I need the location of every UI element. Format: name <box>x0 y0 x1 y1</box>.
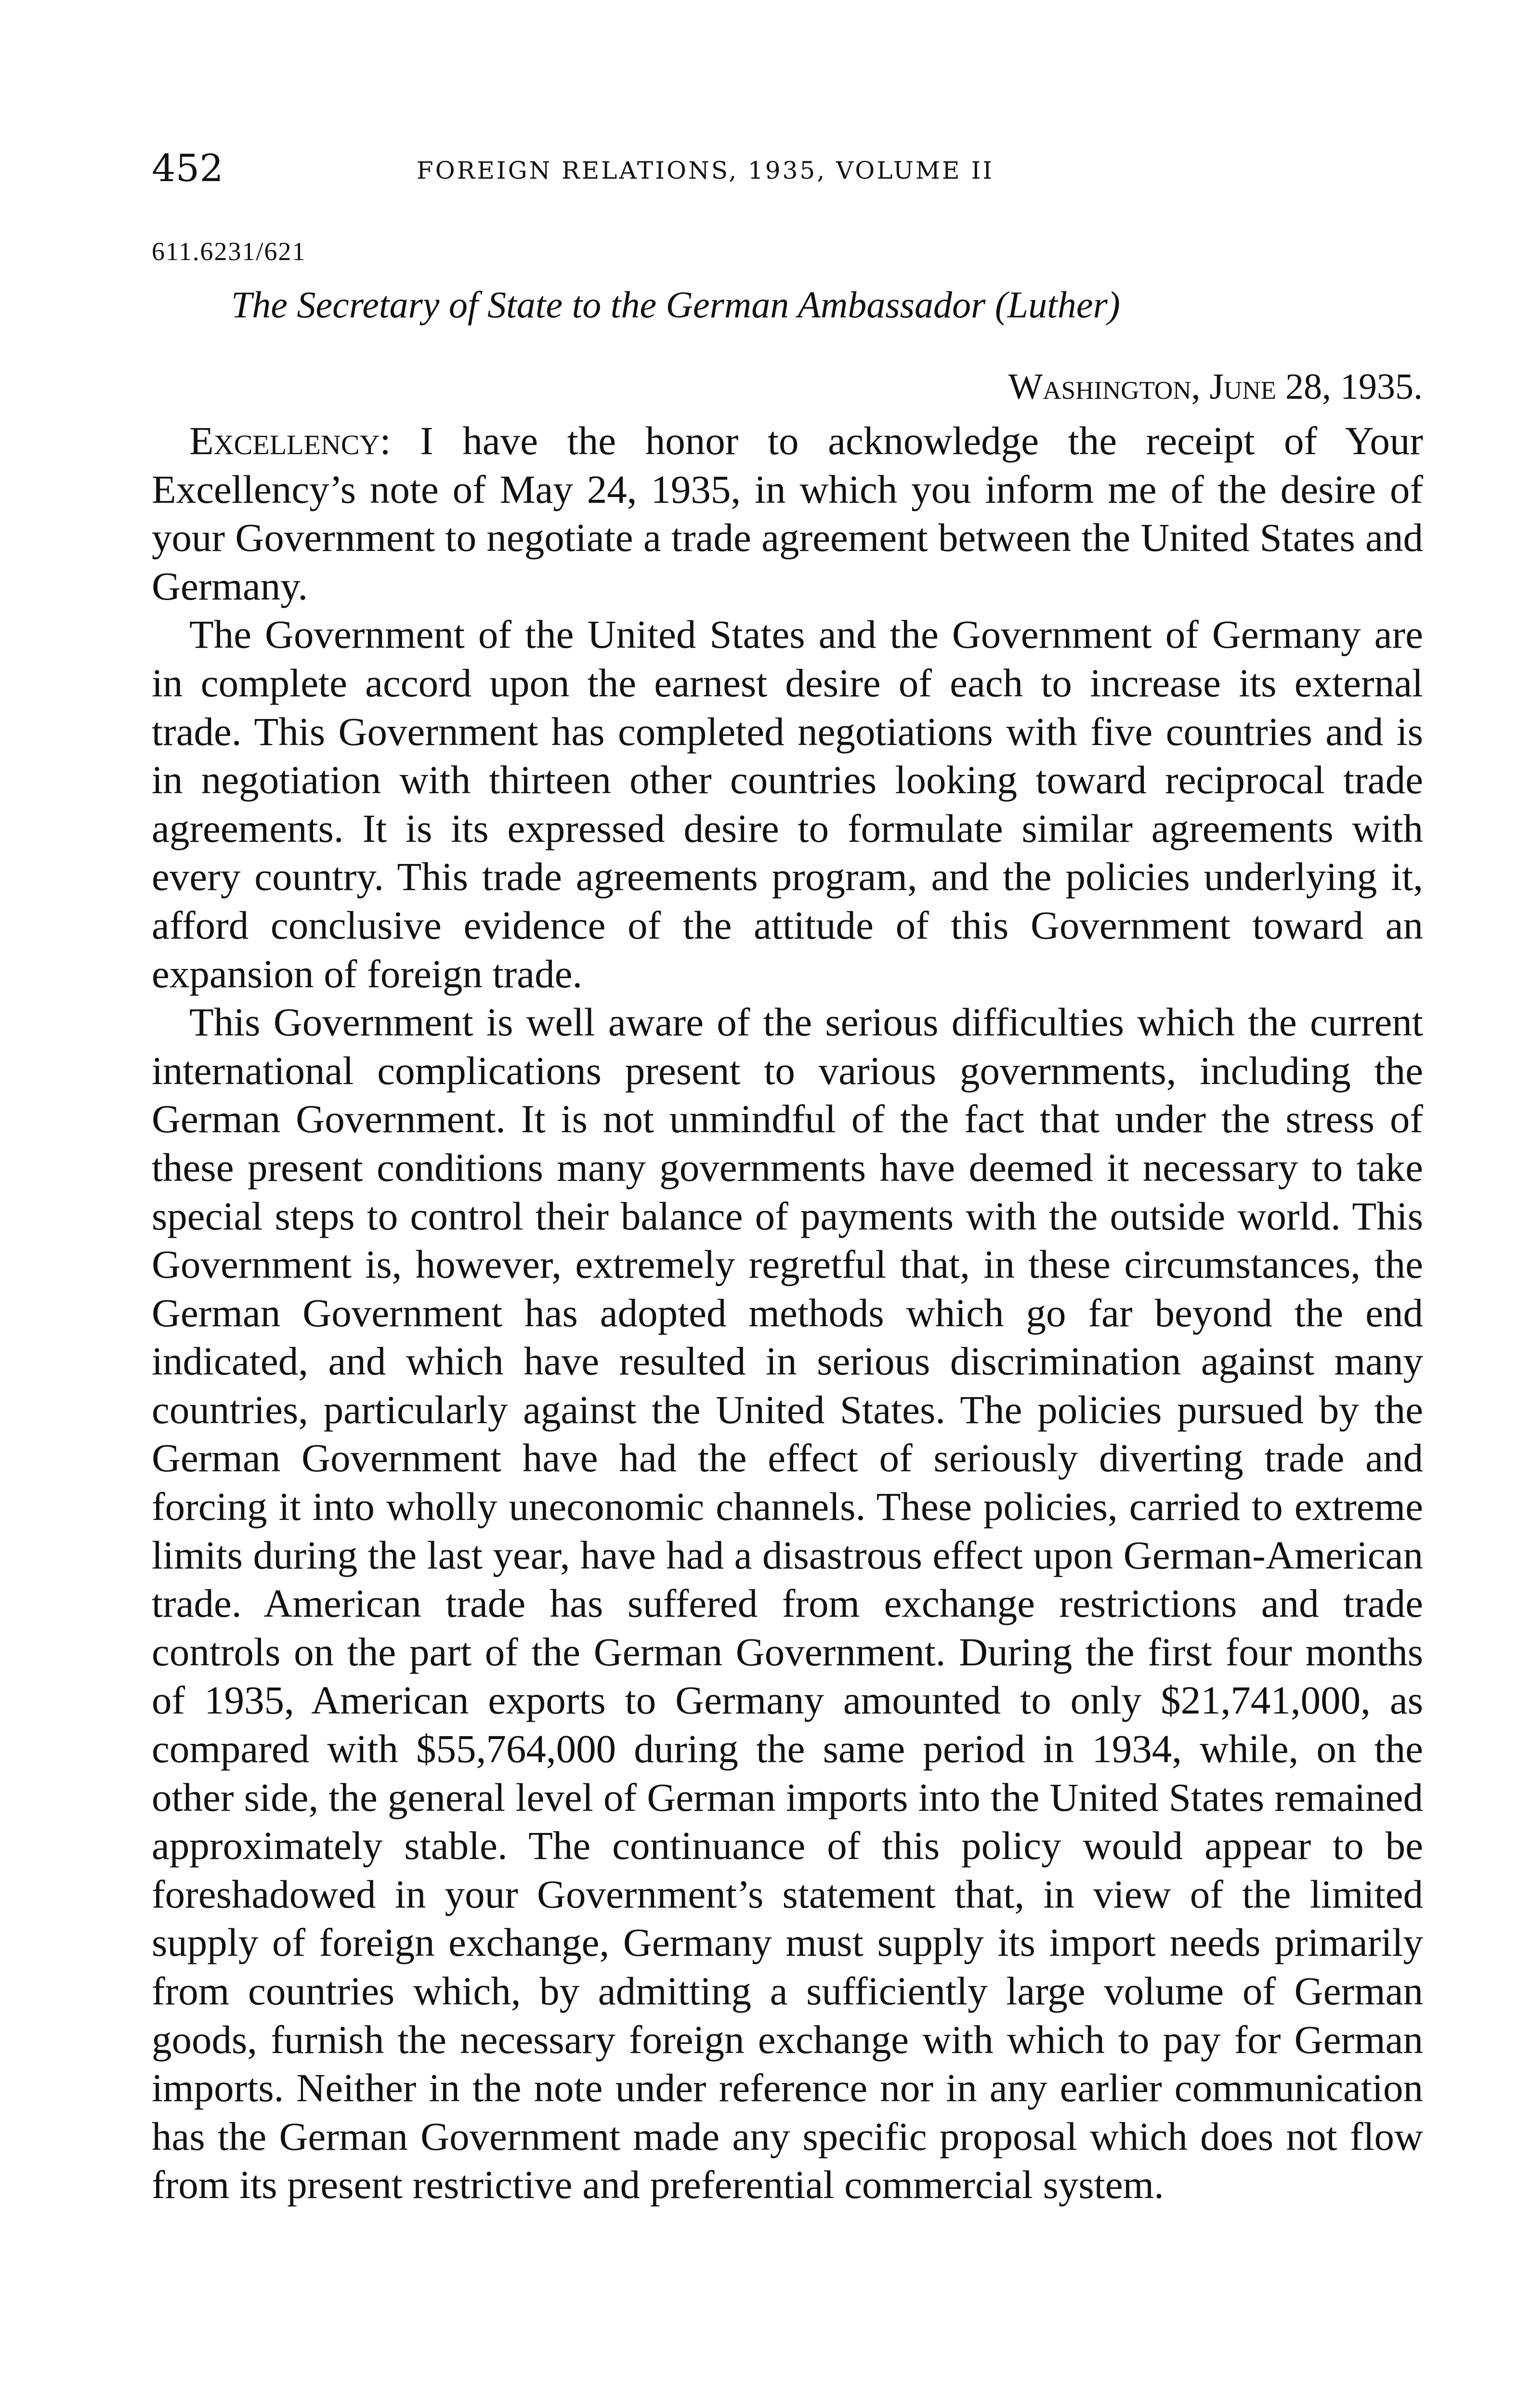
paragraph-1 <box>152 417 1423 610</box>
paragraph-3: This Government is well aware of the serious difficulties which the current international complications present to various governments, including the German Government. It is not unmindful of the fact that under the stress of these present conditions many governments have deemed it necessary to take special steps to control their balance of payments with the outside world. This Government is, however, extremely regretful that, in these circumstances, the German Government has adopted methods which go far beyond the end indicated, and which have resulted in serious discrimination against many countries, particularly against the United States. The policies pursued by the German Government have had the effect of seriously diverting trade and forcing it into wholly uneconomic channels. These policies, carried to extreme limits during the last year, have had a disastrous effect upon German-American trade. American trade has suffered from exchange restrictions and trade controls on the part of the German Government. During the first four months of 1935, American exports to Germany amounted to only $21,741,000, as compared with $55,764,000 during the same period in 1934, while, on the other side, the general level of German imports into the United States remained approximately stable. The continuance of this policy would appear to be foreshadowed in your Government’s statement that, in view of the limited supply of foreign exchange, Germany must supply its import needs primarily from countries which, by admitting a sufficiently large volume of German goods, furnish the necessary foreign exchange with which to pay for German imports. Neither in the note under reference nor in any earlier communication has the German Government made any specific proposal which does not flow from its present restrictive and preferential commercial system. <box>152 1000 1423 2207</box>
letter-body <box>152 417 1423 2209</box>
salutation: Excellency: <box>189 419 391 463</box>
page-number: 452 <box>152 147 223 190</box>
page-header <box>152 147 1308 200</box>
paragraph-1-text: I have the honor to acknowledge the receipt of Your Excellency’s note of May 24, 1935, in which you inform me of the desire of your Government to negotiate a trade agreement between the United States and Germany. <box>152 419 1423 608</box>
document-title: The Secretary of State to the German Ambassador (Luther) <box>231 284 1120 326</box>
dateline: Washington, June 28, 1935. <box>1008 366 1423 407</box>
file-number: 611.6231/621 <box>152 237 306 266</box>
paragraph-2: The Government of the United States and the Government of Germany are in complete accord upon the earnest desire of each to increase its external trade. This Government has completed negotiations with five countries and is in negotiation with thirteen other countries looking toward reciprocal trade agreements. It is its expressed desire to formulate similar agreements with every country. This trade agreements program, and the policies underlying it, afford conclusive evidence of the attitude of this Government toward an expansion of foreign trade. <box>152 612 1423 996</box>
running-head: FOREIGN RELATIONS, 1935, VOLUME II <box>417 157 994 184</box>
